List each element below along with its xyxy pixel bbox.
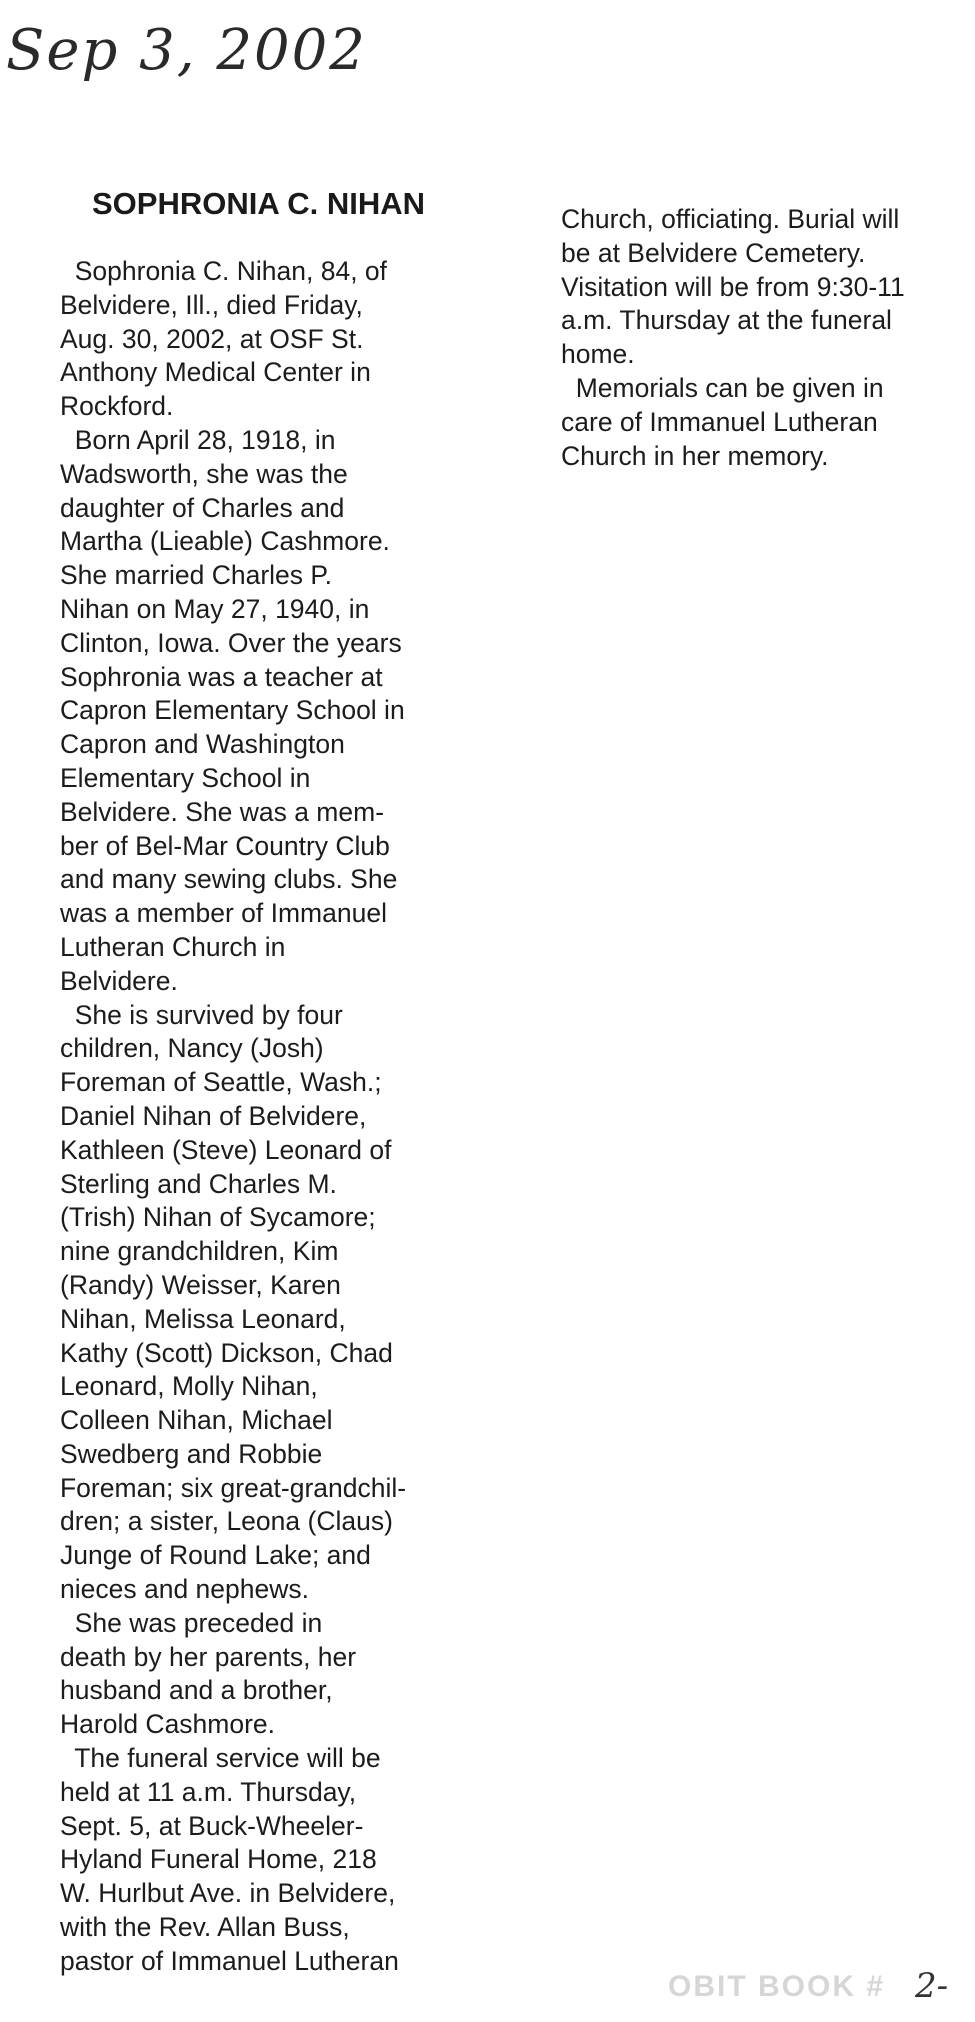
- text-line: Belvidere, Ill., died Friday,: [60, 289, 363, 320]
- text-line: held at 11 a.m. Thursday,: [60, 1776, 357, 1807]
- obit-book-handwritten-number: 2-: [915, 1966, 949, 2006]
- text-line: Martha (Lieable) Cashmore.: [60, 526, 390, 557]
- text-line: care of Immanuel Lutheran: [561, 406, 878, 437]
- text-line: Harold Cashmore.: [60, 1709, 276, 1740]
- obit-book-stamp: OBIT BOOK #: [668, 1970, 886, 2003]
- text-line: ber of Bel-Mar Country Club: [60, 830, 390, 861]
- text-line: She was preceded in: [60, 1607, 323, 1638]
- text-line: Kathy (Scott) Dickson, Chad: [60, 1337, 393, 1368]
- text-line: pastor of Immanuel Lutheran: [60, 1945, 399, 1976]
- text-line: She is survived by four: [60, 999, 343, 1030]
- text-line: Sept. 5, at Buck-Wheeler-: [60, 1810, 364, 1841]
- text-line: Daniel Nihan of Belvidere,: [60, 1100, 367, 1131]
- text-line: Hyland Funeral Home, 218: [60, 1844, 377, 1875]
- text-line: Memorials can be given in: [561, 372, 884, 403]
- text-line: a.m. Thursday at the funeral: [561, 305, 892, 336]
- text-line: home.: [561, 339, 635, 370]
- text-line: Colleen Nihan, Michael: [60, 1405, 333, 1436]
- handwritten-date: Sep 3, 2002: [6, 18, 367, 83]
- text-line: Sterling and Charles M.: [60, 1168, 337, 1199]
- obituary-right-column: [561, 203, 961, 473]
- text-line: Wadsworth, she was the: [60, 458, 348, 489]
- text-line: Capron and Washington: [60, 729, 345, 760]
- text-line: Nihan, Melissa Leonard,: [60, 1303, 346, 1334]
- text-line: Belvidere. She was a mem-: [60, 796, 385, 827]
- text-line: dren; a sister, Leona (Claus): [60, 1506, 393, 1537]
- text-line: children, Nancy (Josh): [60, 1033, 324, 1064]
- text-line: be at Belvidere Cemetery.: [561, 237, 866, 268]
- text-line: The funeral service will be: [60, 1743, 381, 1774]
- text-line: Aug. 30, 2002, at OSF St.: [60, 323, 364, 354]
- text-line: (Randy) Weisser, Karen: [60, 1269, 341, 1300]
- text-line: and many sewing clubs. She: [60, 864, 398, 895]
- text-line: Anthony Medical Center in: [60, 357, 371, 388]
- text-line: with the Rev. Allan Buss,: [60, 1912, 350, 1943]
- text-line: Elementary School in: [60, 762, 311, 793]
- text-line: Junge of Round Lake; and: [60, 1540, 371, 1571]
- text-line: Church, officiating. Burial will: [561, 204, 900, 234]
- text-line: Sophronia C. Nihan, 84, of: [60, 256, 388, 286]
- text-line: Lutheran Church in: [60, 931, 286, 962]
- text-line: Foreman; six great-grandchil-: [60, 1472, 407, 1503]
- text-line: Born April 28, 1918, in: [60, 424, 336, 455]
- text-line: Swedberg and Robbie: [60, 1438, 323, 1469]
- obituary-headline: SOPHRONIA C. NIHAN: [92, 186, 425, 221]
- text-line: Sophronia was a teacher at: [60, 661, 383, 692]
- text-line: Church in her memory.: [561, 440, 829, 471]
- text-line: W. Hurlbut Ave. in Belvidere,: [60, 1878, 396, 1909]
- text-line: nieces and nephews.: [60, 1574, 309, 1605]
- text-line: Rockford.: [60, 391, 174, 422]
- text-line: death by her parents, her: [60, 1641, 357, 1672]
- text-line: She married Charles P.: [60, 560, 333, 591]
- text-line: daughter of Charles and: [60, 492, 345, 523]
- text-line: was a member of Immanuel: [60, 898, 387, 929]
- text-line: Foreman of Seattle, Wash.;: [60, 1067, 382, 1098]
- text-line: Kathleen (Steve) Leonard of: [60, 1134, 392, 1165]
- text-line: Leonard, Molly Nihan,: [60, 1371, 318, 1402]
- text-line: nine grandchildren, Kim: [60, 1236, 339, 1267]
- text-line: husband and a brother,: [60, 1675, 333, 1706]
- text-line: Nihan on May 27, 1940, in: [60, 593, 370, 624]
- text-line: Belvidere.: [60, 965, 178, 996]
- text-line: (Trish) Nihan of Sycamore;: [60, 1202, 376, 1233]
- obituary-left-column: [60, 255, 460, 1979]
- text-line: Visitation will be from 9:30-11: [561, 271, 905, 302]
- text-line: Capron Elementary School in: [60, 695, 405, 726]
- text-line: Clinton, Iowa. Over the years: [60, 627, 402, 658]
